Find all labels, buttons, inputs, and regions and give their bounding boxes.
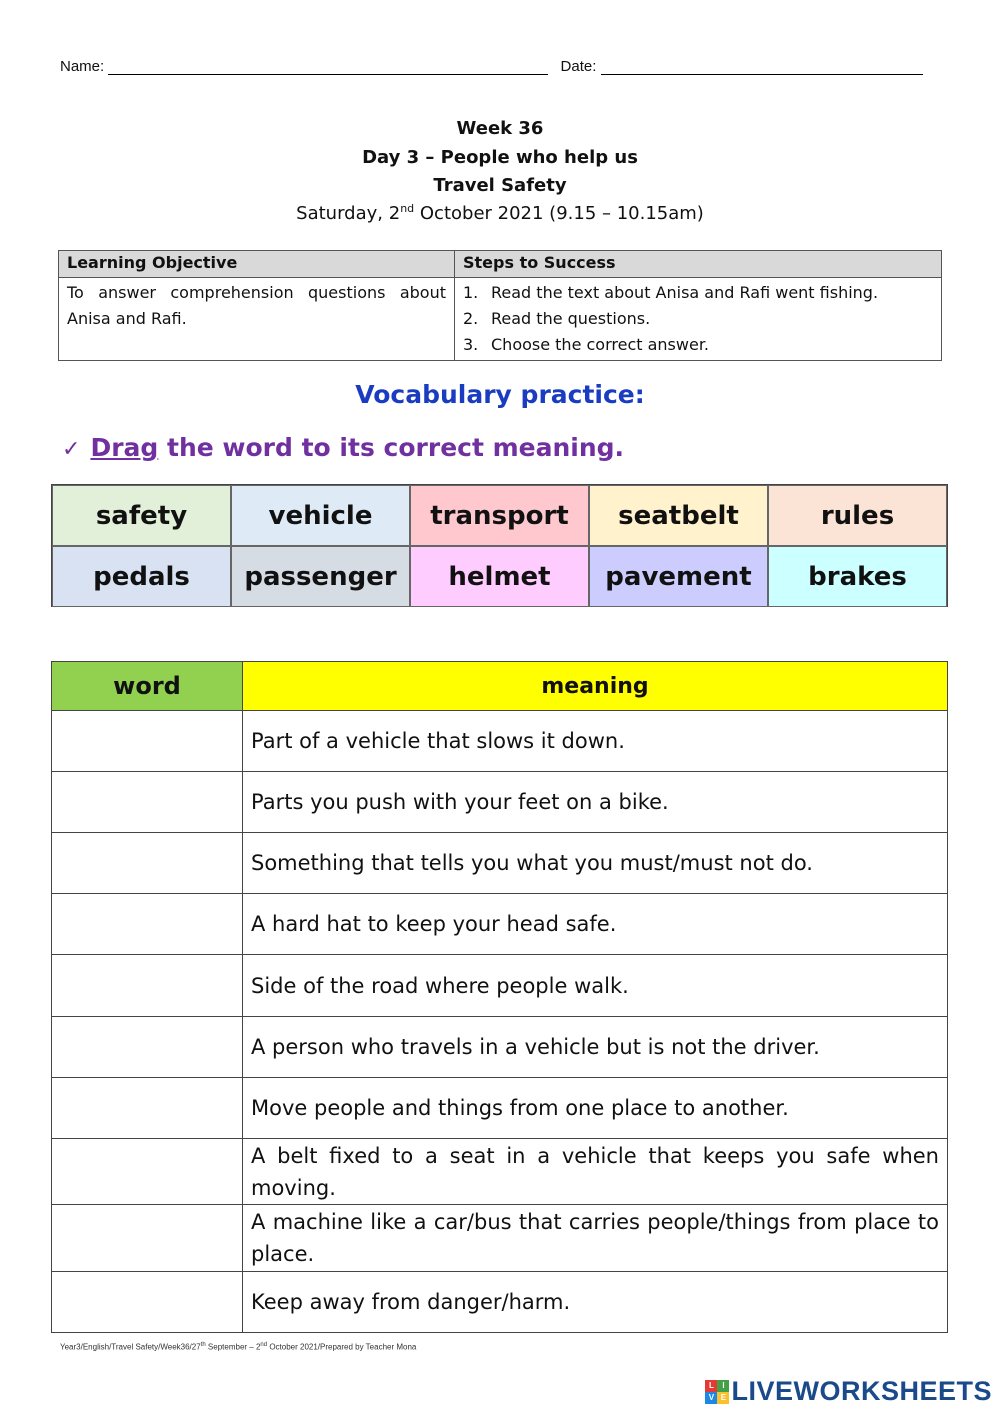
answer-table xyxy=(51,661,948,1333)
word-drop-zone[interactable] xyxy=(52,1272,243,1333)
brand-text: LIVEWORKSHEETS xyxy=(731,1376,992,1406)
table-row xyxy=(52,1078,948,1139)
table-row xyxy=(52,894,948,955)
word-tile-transport[interactable]: transport xyxy=(410,485,589,546)
steps-to-success-header: Steps to Success xyxy=(455,251,942,278)
learning-objective-header: Learning Objective xyxy=(59,251,455,278)
instruction xyxy=(62,433,624,462)
logo-letter: E xyxy=(717,1392,729,1404)
word-tile-safety[interactable]: safety xyxy=(52,485,231,546)
footer-sup1: th xyxy=(200,1342,206,1348)
step-text: Read the questions. xyxy=(491,309,651,328)
word-drop-zone[interactable] xyxy=(52,894,243,955)
word-column-header: word xyxy=(52,662,243,711)
meaning-cell: Keep away from danger/harm. xyxy=(243,1272,948,1333)
step-number: 1. xyxy=(463,283,479,302)
lesson-date-prefix: Saturday, 2 xyxy=(296,203,401,224)
lesson-date-sup: nd xyxy=(400,202,415,215)
checkmark-icon: ✓ xyxy=(62,437,81,462)
steps-list xyxy=(463,280,933,358)
vocabulary-title: Vocabulary practice: xyxy=(355,380,645,409)
meaning-cell: Move people and things from one place to another. xyxy=(243,1078,948,1139)
date-blank xyxy=(601,58,923,75)
lesson-date-suffix: October 2021 (9.15 – 10.15am) xyxy=(414,203,704,224)
meaning-column-header: meaning xyxy=(243,662,948,711)
name-label: Name: xyxy=(60,58,105,75)
step-item xyxy=(463,332,933,358)
date-label: Date: xyxy=(560,58,597,75)
instruction-text: the word to its correct meaning. xyxy=(158,433,625,462)
logo-letter: V xyxy=(705,1392,717,1404)
meaning-cell: A hard hat to keep your head safe. xyxy=(243,894,948,955)
table-row xyxy=(52,1272,948,1333)
word-tile-helmet[interactable]: helmet xyxy=(410,546,589,607)
word-drop-zone[interactable] xyxy=(52,1078,243,1139)
footer-mid: September – 2 xyxy=(205,1342,261,1352)
step-text: Choose the correct answer. xyxy=(491,335,710,354)
word-tile-brakes[interactable]: brakes xyxy=(768,546,947,607)
step-number: 2. xyxy=(463,309,479,328)
learning-objective-text: To answer comprehension questions about Anisa and Rafi. xyxy=(59,278,455,361)
table-row xyxy=(52,772,948,833)
meaning-cell: A belt fixed to a seat in a vehicle that keeps you safe when moving. xyxy=(243,1139,948,1205)
table-row xyxy=(52,711,948,772)
step-number: 3. xyxy=(463,335,479,354)
footer-prefix: Year3/English/Travel Safety/Week36/27 xyxy=(60,1342,201,1352)
lesson-date xyxy=(0,202,1000,224)
meaning-cell: A person who travels in a vehicle but is not the driver. xyxy=(243,1017,948,1078)
topic-title: Travel Safety xyxy=(433,175,567,196)
footer-sup2: nd xyxy=(260,1342,268,1348)
step-item xyxy=(463,280,933,306)
word-tile-seatbelt[interactable]: seatbelt xyxy=(589,485,768,546)
objective-table xyxy=(58,250,942,361)
instruction-drag-word: Drag xyxy=(90,433,159,462)
word-tile-rules[interactable]: rules xyxy=(768,485,947,546)
meaning-cell: Parts you push with your feet on a bike. xyxy=(243,772,948,833)
word-drop-zone[interactable] xyxy=(52,1205,243,1272)
logo-icon xyxy=(705,1380,729,1404)
table-row xyxy=(52,955,948,1017)
table-row xyxy=(52,1017,948,1078)
word-tile-pavement[interactable]: pavement xyxy=(589,546,768,607)
liveworksheets-logo[interactable] xyxy=(705,1376,992,1407)
word-tile-pedals[interactable]: pedals xyxy=(52,546,231,607)
logo-letter: I xyxy=(717,1380,729,1392)
meaning-cell: Side of the road where people walk. xyxy=(243,955,948,1017)
day-title: Day 3 – People who help us xyxy=(362,147,638,168)
meaning-cell: Something that tells you what you must/must not do. xyxy=(243,833,948,894)
word-drop-zone[interactable] xyxy=(52,1017,243,1078)
name-blank xyxy=(108,58,548,75)
steps-list-cell xyxy=(455,278,942,361)
table-row xyxy=(52,833,948,894)
meaning-cell: Part of a vehicle that slows it down. xyxy=(243,711,948,772)
word-drop-zone[interactable] xyxy=(52,1139,243,1205)
name-date-line xyxy=(60,58,923,75)
footer-note xyxy=(60,1342,416,1352)
step-text: Read the text about Anisa and Rafi went fishing. xyxy=(491,283,879,302)
table-row xyxy=(52,1139,948,1205)
word-drop-zone[interactable] xyxy=(52,772,243,833)
word-tile-vehicle[interactable]: vehicle xyxy=(231,485,410,546)
word-tile-passenger[interactable]: passenger xyxy=(231,546,410,607)
table-row xyxy=(52,1205,948,1272)
meaning-cell: A machine like a car/bus that carries people/things from place to place. xyxy=(243,1205,948,1272)
step-item xyxy=(463,306,933,332)
word-bank xyxy=(51,484,948,607)
word-drop-zone[interactable] xyxy=(52,711,243,772)
week-title: Week 36 xyxy=(456,118,544,139)
logo-letter: L xyxy=(705,1380,717,1392)
word-drop-zone[interactable] xyxy=(52,833,243,894)
word-drop-zone[interactable] xyxy=(52,955,243,1017)
footer-suffix: October 2021/Prepared by Teacher Mona xyxy=(267,1342,417,1352)
